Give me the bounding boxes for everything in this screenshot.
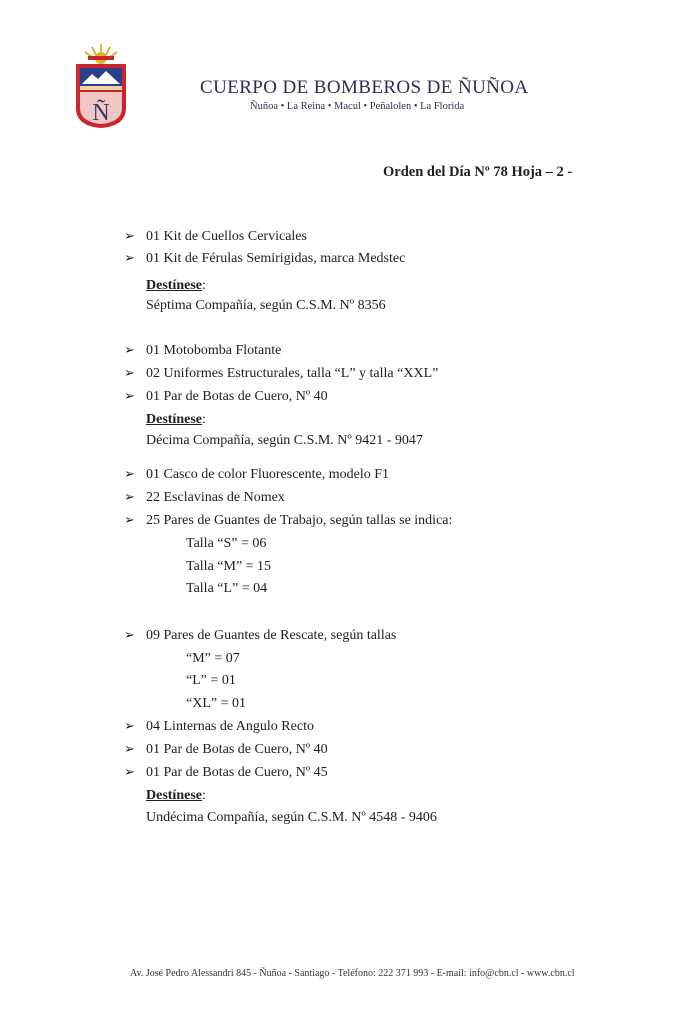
bullet-arrow-icon: ➢	[124, 389, 135, 404]
destinese-label: Destínese:	[146, 788, 206, 803]
assignment-line: Undécima Compañía, según C.S.M. Nº 4548 - 9406	[146, 810, 437, 825]
crest-letter: Ñ	[92, 100, 110, 126]
bullet-arrow-icon: ➢	[124, 251, 135, 266]
item-line: 22 Esclavinas de Nomex	[146, 490, 285, 505]
item-line: 25 Pares de Guantes de Trabajo, según tallas se indica:	[146, 513, 453, 528]
bullet-arrow-icon: ➢	[124, 765, 135, 780]
bullet-arrow-icon: ➢	[124, 343, 135, 358]
bullet-arrow-icon: ➢	[124, 513, 135, 528]
size-line: “L” = 01	[186, 673, 236, 688]
bullet-arrow-icon: ➢	[124, 628, 135, 643]
bullet-arrow-icon: ➢	[124, 742, 135, 757]
item-line: 01 Motobomba Flotante	[146, 343, 282, 358]
order-reference: Orden del Día Nº 78 Hoja – 2 -	[383, 164, 573, 180]
assignment-line: Décima Compañía, según C.S.M. Nº 9421 - 9047	[146, 433, 423, 448]
item-line: 01 Par de Botas de Cuero, Nº 40	[146, 742, 328, 757]
footer-address: Av. José Pedro Alessandri 845 - Ñuñoa - Santiago - Teléfono: 222 371 993 - E-mail: info@cbn.cl - www.cbn.cl	[130, 968, 575, 979]
size-line: Talla “S” = 06	[186, 536, 267, 551]
destinese-label: Destínese:	[146, 278, 206, 293]
item-line: 02 Uniformes Estructurales, talla “L” y talla “XXL”	[146, 366, 439, 381]
item-line: 09 Pares de Guantes de Rescate, según tallas	[146, 628, 397, 643]
organization-subtitle: Ñuñoa • La Reina • Macul • Peñalolen • La Florida	[250, 101, 465, 112]
item-line: 01 Kit de Férulas Semirigidas, marca Medstec	[146, 251, 406, 266]
size-line: “M” = 07	[186, 651, 240, 666]
organization-title: CUERPO DE BOMBEROS DE ÑUÑOA	[200, 77, 529, 98]
size-line: Talla “L” = 04	[186, 581, 268, 596]
bullet-arrow-icon: ➢	[124, 229, 135, 244]
bullet-arrow-icon: ➢	[124, 719, 135, 734]
item-line: 01 Casco de color Fluorescente, modelo F1	[146, 467, 390, 482]
assignment-line: Séptima Compañía, según C.S.M. Nº 8356	[146, 298, 386, 313]
bullet-arrow-icon: ➢	[124, 467, 135, 482]
item-line: 01 Par de Botas de Cuero, Nº 40	[146, 389, 328, 404]
size-line: Talla “M” = 15	[186, 559, 272, 574]
size-line: “XL” = 01	[186, 696, 246, 711]
item-line: 01 Kit de Cuellos Cervicales	[146, 229, 307, 244]
bullet-arrow-icon: ➢	[124, 366, 135, 381]
item-line: 04 Linternas de Angulo Recto	[146, 719, 314, 734]
bullet-arrow-icon: ➢	[124, 490, 135, 505]
fire-department-crest-icon	[74, 42, 128, 130]
destinese-label: Destínese:	[146, 412, 206, 427]
item-line: 01 Par de Botas de Cuero, Nº 45	[146, 765, 328, 780]
